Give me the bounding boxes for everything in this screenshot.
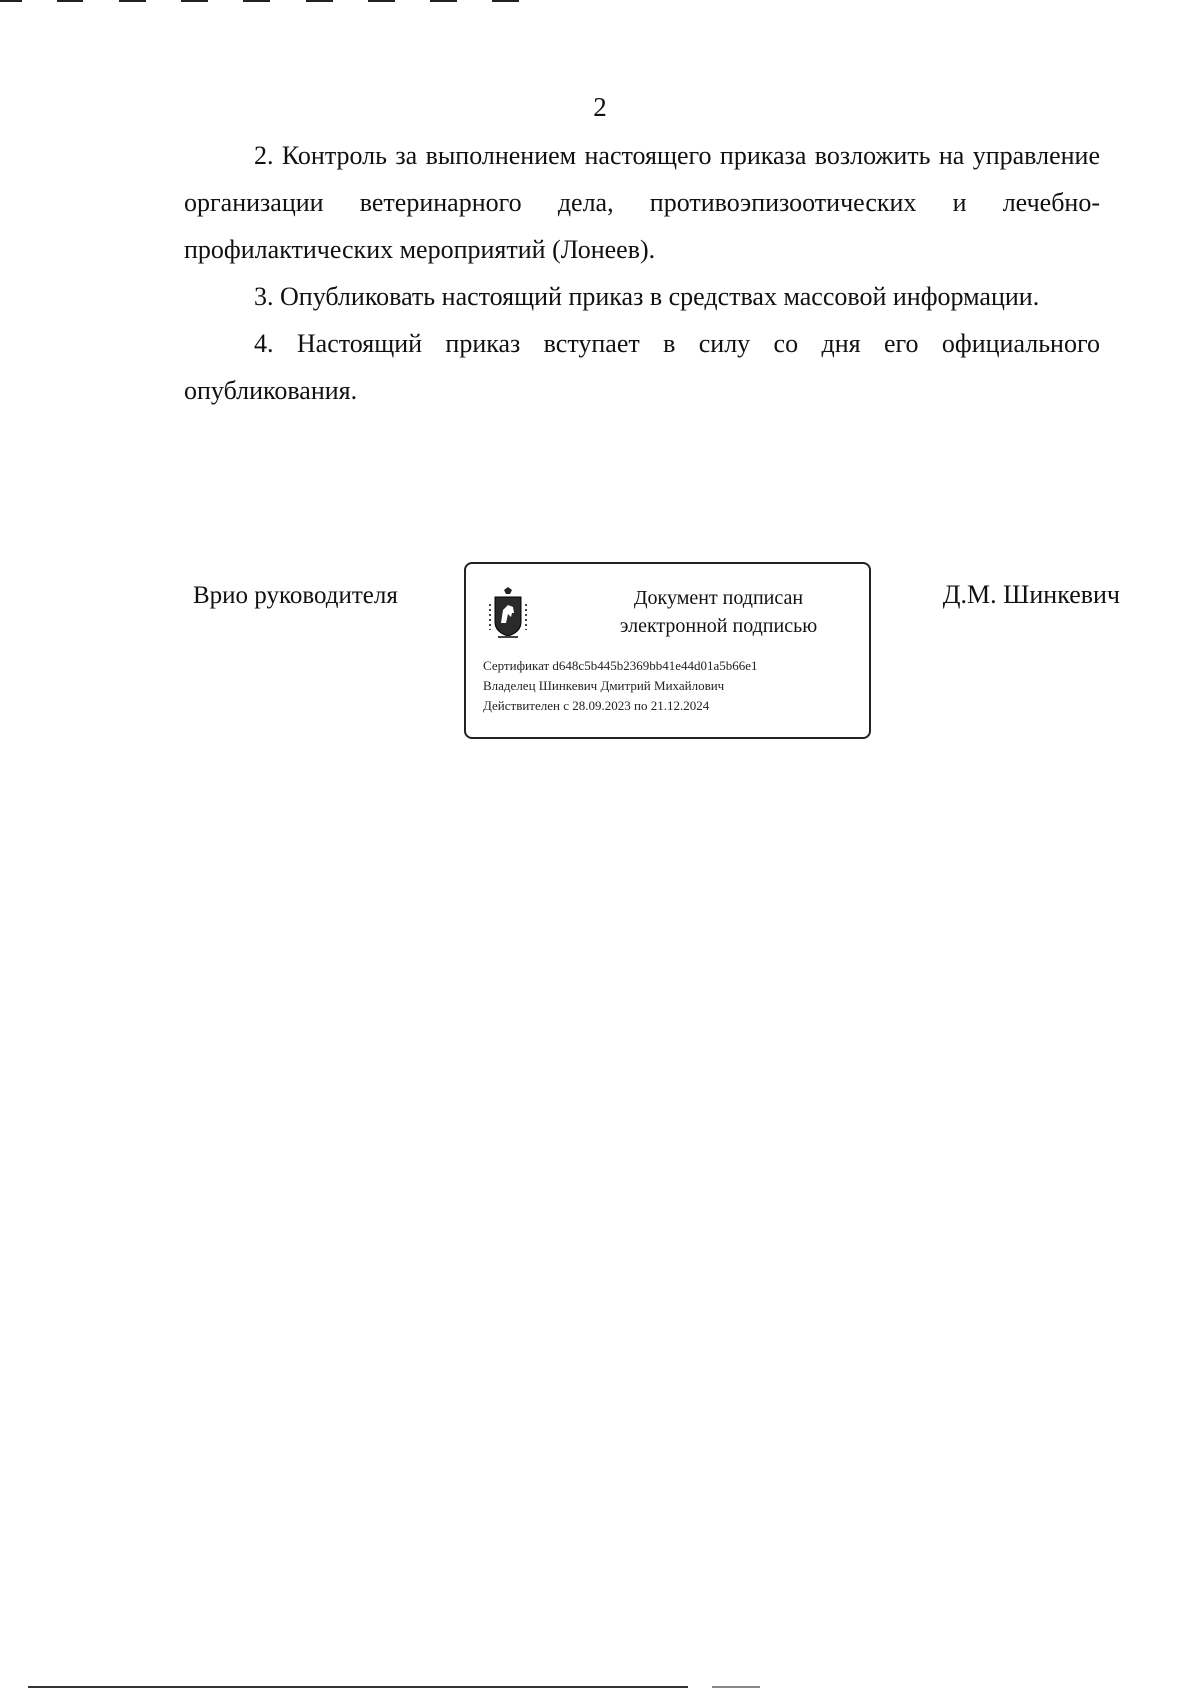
signer-position: Врио руководителя — [193, 582, 398, 609]
scan-artifact — [181, 0, 208, 2]
paragraph-control: 2. Контроль за выполнением настоящего приказа возложить на управление организации ветеринарного дела, противоэпизоотических и лечебно-профилактических мероприятий (Лонеев). — [184, 141, 1100, 264]
scan-artifact — [430, 0, 457, 2]
scan-artifact — [119, 0, 146, 2]
stamp-certificate: Сертификат d648c5b445b2369bb41e44d01a5b66e1 — [483, 658, 758, 673]
scan-artifact — [57, 0, 83, 2]
footer-rule — [28, 1686, 688, 1688]
scan-artifact — [243, 0, 270, 2]
stamp-header — [576, 584, 861, 640]
stamp-header-line1: Документ подписан — [633, 587, 804, 609]
scan-artifact — [492, 0, 519, 2]
signer-name: Д.М. Шинкевич — [942, 580, 1120, 609]
electronic-signature-stamp — [464, 562, 871, 739]
coat-of-arms-icon — [486, 586, 530, 640]
paragraph-effective: 4. Настоящий приказ вступает в силу со дня его официального опубликования. — [184, 329, 1100, 405]
stamp-owner: Владелец Шинкевич Дмитрий Михайлович — [483, 678, 725, 693]
scan-artifact — [368, 0, 395, 2]
paragraph-publish: 3. Опубликовать настоящий приказ в средствах массовой информации. — [254, 282, 1040, 311]
scan-artifact — [306, 0, 333, 2]
document-body — [184, 132, 1100, 414]
stamp-details — [483, 656, 758, 716]
stamp-validity: Действителен с 28.09.2023 по 21.12.2024 — [483, 698, 710, 713]
scan-artifact — [0, 0, 22, 2]
stamp-header-line2: электронной подписью — [619, 615, 818, 637]
footer-rule-short — [712, 1686, 760, 1688]
page-number: 2 — [593, 92, 607, 122]
